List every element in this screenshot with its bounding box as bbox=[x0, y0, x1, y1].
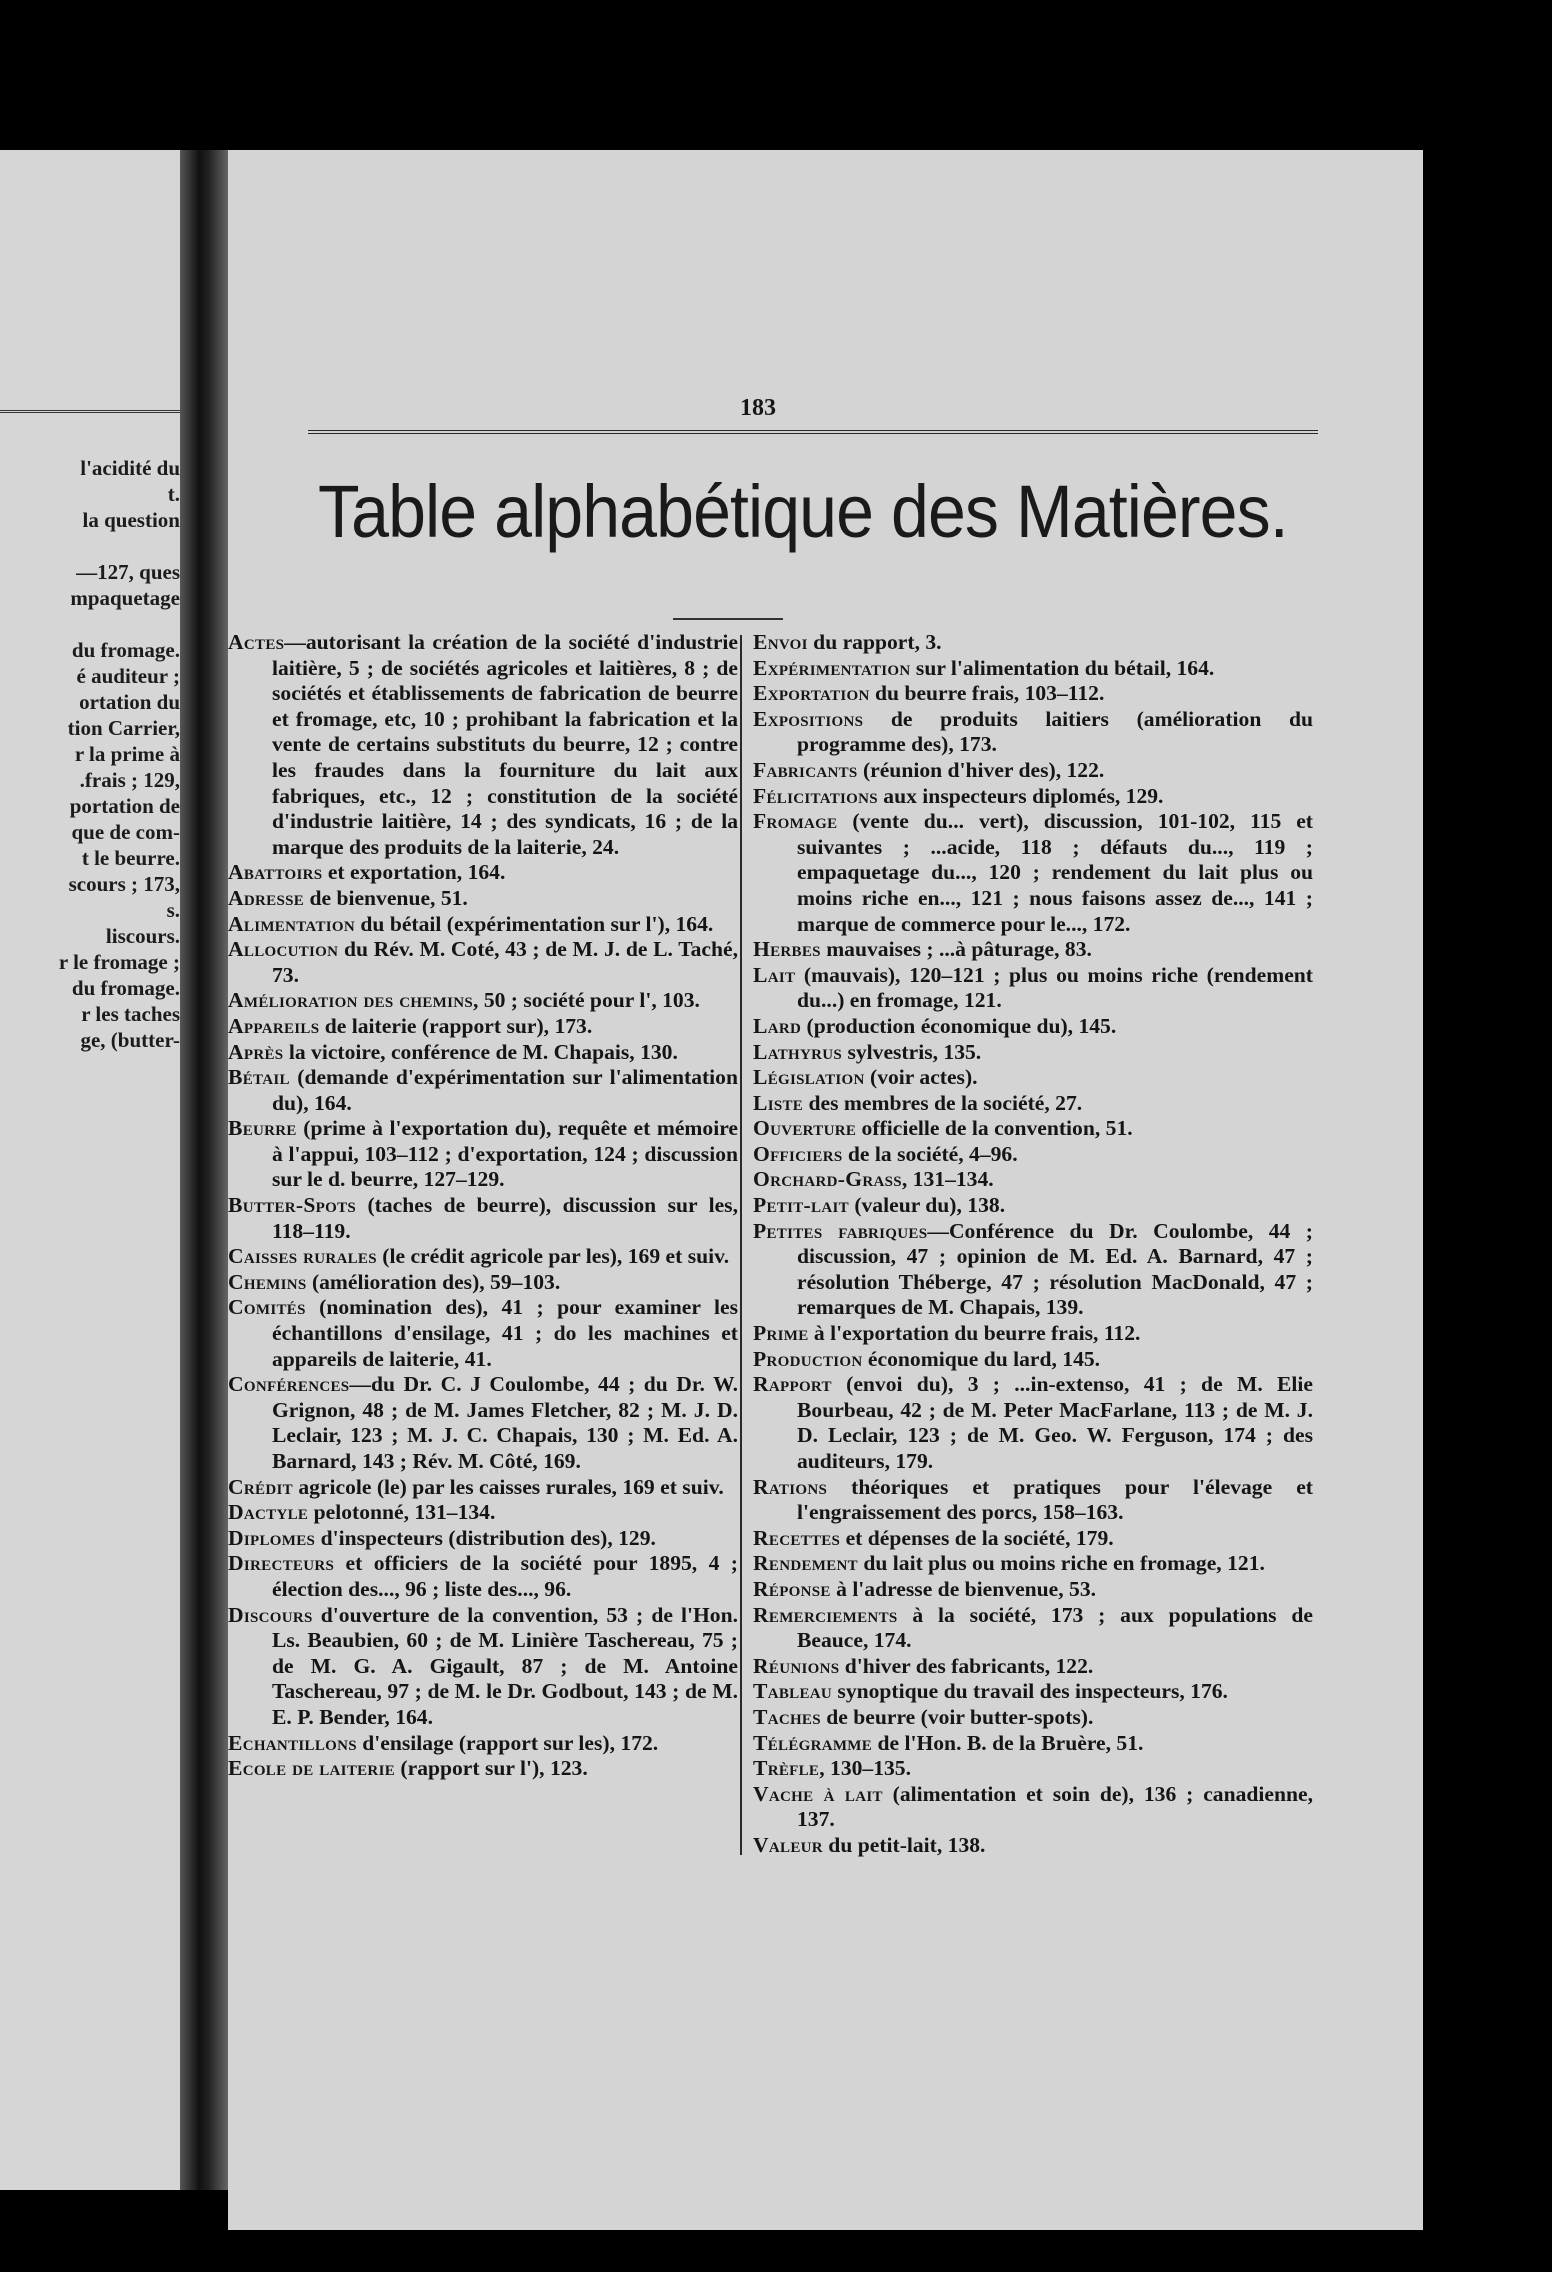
index-entry-heading: Lait bbox=[753, 962, 796, 987]
index-entry bbox=[753, 1603, 1313, 1654]
index-entry-heading: Tableau bbox=[753, 1679, 833, 1704]
page-number: 183 bbox=[740, 395, 776, 421]
index-entry-text: de produits laitiers (amélioration du programme des), 173. bbox=[797, 706, 1313, 757]
index-entry bbox=[753, 1475, 1313, 1526]
index-entry-text: —autorisant la création de la société d'industrie laitière, 5 ; de sociétés agricoles et laitières, 8 ; de sociétés et établissements de fabrication de beurre et fromage, etc, 10 ; prohibant la fabrication et la vente de certains substituts du beurre, 12 ; contre les fraudes dans la fourniture du lait aux fabriques, etc., 12 ; constitution de la société d'industrie laitière, 14 ; des syndicats, 16 ; de la marque des produits de la laiterie, 24. bbox=[272, 630, 738, 859]
index-entry-heading: Echantillons bbox=[228, 1730, 357, 1755]
left-page-line: t. bbox=[167, 482, 180, 506]
index-entry-heading: Recettes bbox=[753, 1525, 841, 1550]
index-entry-text: (production économique du), 145. bbox=[801, 1013, 1117, 1038]
index-entry-heading: Réponse bbox=[753, 1576, 831, 1601]
index-entry-heading: Crédit bbox=[228, 1474, 293, 1499]
index-entry-heading: Dactyle bbox=[228, 1500, 309, 1525]
index-entry bbox=[228, 1603, 738, 1731]
index-entry bbox=[753, 707, 1313, 758]
index-entry-heading: Ecole de laiterie bbox=[228, 1756, 396, 1781]
index-entry-heading: Expositions bbox=[753, 706, 864, 731]
index-entry-heading: Chemins bbox=[228, 1269, 307, 1294]
index-entry bbox=[228, 860, 738, 886]
index-entry-text: économique du lard, 145. bbox=[862, 1346, 1101, 1371]
index-entry-text: (rapport sur l'), 123. bbox=[395, 1756, 588, 1781]
index-entry bbox=[753, 784, 1313, 810]
index-entry bbox=[228, 1731, 738, 1757]
index-entry bbox=[753, 809, 1313, 937]
index-entry-heading: Trèfle bbox=[753, 1756, 820, 1781]
index-entry-text: —du Dr. C. J Coulombe, 44 ; du Dr. W. Grignon, 48 ; de M. James Fletcher, 82 ; M. J. D. Leclair, 123 ; M. J. C. Chapais, 130 ; M. Ed. A. Barnard, 143 ; Rév. M. Côté, 169. bbox=[272, 1372, 738, 1473]
index-entry bbox=[228, 1244, 738, 1270]
left-page-line: .frais ; 129, bbox=[79, 768, 180, 792]
index-entry-text: (réunion d'hiver des), 122. bbox=[857, 757, 1105, 782]
index-entry-text: (vente du... vert), discussion, 101-102, 115 et suivantes ; ...acide, 118 ; défauts du..., 119 ; empaquetage du..., 120 ; rendement du lait plus ou moins riche en..., 121 ; nous faisons assez de..., 141 ; marque de commerce pour le..., 172. bbox=[797, 809, 1313, 936]
index-entry-heading: Discours bbox=[228, 1602, 313, 1627]
left-page-line: la question bbox=[82, 508, 180, 532]
index-entry-heading: Abattoirs bbox=[228, 860, 323, 885]
index-entry bbox=[753, 1014, 1313, 1040]
index-entry bbox=[228, 1193, 738, 1244]
index-entry-text: et dépenses de la société, 179. bbox=[840, 1525, 1114, 1550]
index-entry-heading: Allocution bbox=[228, 937, 339, 962]
index-entry-text: d'hiver des fabricants, 122. bbox=[839, 1653, 1094, 1678]
index-entry-heading: Petit-lait bbox=[753, 1193, 849, 1218]
index-entry-heading: Officiers bbox=[753, 1141, 843, 1166]
left-page-line: r les taches bbox=[81, 1002, 180, 1026]
index-entry bbox=[753, 1577, 1313, 1603]
index-entry-heading: Taches bbox=[753, 1704, 821, 1729]
left-page-line: é auditeur ; bbox=[76, 664, 180, 688]
index-entry-heading: Après bbox=[228, 1039, 284, 1064]
index-entry bbox=[228, 630, 738, 860]
left-page-line: ortation du bbox=[79, 690, 180, 714]
index-entry bbox=[753, 1142, 1313, 1168]
index-entry bbox=[228, 1065, 738, 1116]
index-entry-heading: Valeur bbox=[753, 1832, 823, 1857]
index-entry-heading: Amélioration des chemins bbox=[228, 988, 474, 1013]
index-entry-heading: Télégramme bbox=[753, 1730, 873, 1755]
index-entry-text: , 131–134. bbox=[901, 1167, 994, 1192]
left-page-line: r la prime à bbox=[74, 742, 180, 766]
column-divider bbox=[740, 635, 742, 1855]
left-page-line: mpaquetage bbox=[70, 586, 180, 610]
index-entry-text: , 50 ; société pour l', 103. bbox=[473, 988, 700, 1013]
index-entry-text: —Conférence du Dr. Coulombe, 44 ; discussion, 47 ; opinion de M. Ed. A. Barnard, 47 ; résolution Théberge, 47 ; résolution MacDonald, 47 ; remarques de M. Chapais, 139. bbox=[797, 1218, 1313, 1320]
left-page-line: ge, (butter- bbox=[80, 1028, 180, 1052]
left-page-line: du fromage. bbox=[71, 976, 180, 1000]
index-entry-heading: Directeurs bbox=[228, 1551, 335, 1576]
left-page-line: portation de bbox=[69, 794, 180, 818]
index-entry-text: (valeur du), 138. bbox=[848, 1193, 1006, 1218]
index-entry-heading: Petites fabriques bbox=[753, 1218, 928, 1243]
index-entry-heading: Félicitations bbox=[753, 783, 878, 808]
index-entry bbox=[753, 630, 1313, 656]
index-entry-text: agricole (le) par les caisses rurales, 169 et suiv. bbox=[292, 1474, 724, 1499]
left-page-line: t le beurre. bbox=[81, 846, 180, 870]
index-entry-heading: Adresse bbox=[228, 885, 305, 910]
index-entry-heading: Ouverture bbox=[753, 1116, 857, 1141]
index-entry-text: (taches de beurre), discussion sur les, 118–119. bbox=[272, 1193, 738, 1243]
index-entry bbox=[228, 988, 738, 1014]
index-entry bbox=[753, 1116, 1313, 1142]
header-rule bbox=[308, 430, 1318, 434]
index-entry-text: d'inspecteurs (distribution des), 129. bbox=[315, 1525, 656, 1550]
index-entry-text: de beurre (voir butter-spots). bbox=[820, 1704, 1094, 1729]
index-entry-text: de la société, 4–96. bbox=[842, 1141, 1018, 1166]
index-entry-heading: Lard bbox=[753, 1013, 802, 1038]
index-entry-heading: Production bbox=[753, 1346, 863, 1371]
left-page-line: r le fromage ; bbox=[58, 950, 180, 974]
index-entry-heading: Actes bbox=[228, 630, 285, 654]
index-entry-heading: Rendement bbox=[753, 1551, 858, 1576]
index-entry bbox=[753, 1372, 1313, 1474]
book-gutter bbox=[180, 150, 228, 2190]
index-entry-heading: Appareils bbox=[228, 1013, 320, 1038]
index-entry-text: du beurre frais, 103–112. bbox=[869, 681, 1105, 706]
index-entry-text: du Rév. M. Coté, 43 ; de M. J. de L. Taché, 73. bbox=[272, 937, 738, 987]
index-entry bbox=[228, 912, 738, 938]
index-entry-heading: Fromage bbox=[753, 809, 838, 834]
index-entry-text: théoriques et pratiques pour l'élevage et l'engraissement des porcs, 158–163. bbox=[797, 1474, 1313, 1525]
index-entry-heading: Rapport bbox=[753, 1372, 832, 1397]
index-entry-heading: Alimentation bbox=[228, 911, 355, 936]
index-entry-heading: Exportation bbox=[753, 681, 870, 706]
index-entry-text: synoptique du travail des inspecteurs, 176. bbox=[832, 1679, 1228, 1704]
index-entry bbox=[753, 1219, 1313, 1321]
index-entry-heading: Caisses rurales bbox=[228, 1244, 377, 1269]
index-entry bbox=[228, 1551, 738, 1602]
index-entry bbox=[753, 1167, 1313, 1193]
index-entry-text: (alimentation et soin de), 136 ; canadienne, 137. bbox=[797, 1781, 1313, 1832]
index-entry-text: du rapport, 3. bbox=[807, 630, 942, 654]
index-entry-heading: Expérimentation bbox=[753, 655, 911, 680]
index-entry-heading: Beurre bbox=[228, 1116, 297, 1141]
index-entry-text: aux inspecteurs diplomés, 129. bbox=[877, 783, 1164, 808]
index-entry-text: à l'adresse de bienvenue, 53. bbox=[830, 1576, 1097, 1601]
index-entry bbox=[753, 758, 1313, 784]
index-entry bbox=[753, 963, 1313, 1014]
index-column-left bbox=[228, 630, 738, 1782]
left-page-line: que de com- bbox=[71, 820, 180, 844]
index-entry bbox=[753, 681, 1313, 707]
index-entry bbox=[228, 1756, 738, 1782]
index-entry-heading: Herbes bbox=[753, 937, 821, 962]
page-title: Table alphabétique des Matières. bbox=[318, 470, 1288, 553]
index-entry bbox=[228, 1475, 738, 1501]
index-entry bbox=[753, 1193, 1313, 1219]
index-entry-heading: Diplomes bbox=[228, 1525, 316, 1550]
left-page-line: du fromage. bbox=[71, 638, 180, 662]
index-entry-heading: Remerciements bbox=[753, 1602, 898, 1627]
index-entry bbox=[753, 1526, 1313, 1552]
index-entry bbox=[753, 1065, 1313, 1091]
index-entry-text: pelotonné, 131–134. bbox=[308, 1500, 496, 1525]
index-entry-text: de l'Hon. B. de la Bruère, 51. bbox=[872, 1730, 1144, 1755]
index-entry-text: (amélioration des), 59–103. bbox=[306, 1269, 561, 1294]
index-entry bbox=[753, 1705, 1313, 1731]
left-page-rule bbox=[0, 410, 180, 413]
index-entry-text: et exportation, 164. bbox=[322, 860, 506, 885]
index-entry bbox=[753, 1551, 1313, 1577]
index-entry bbox=[753, 937, 1313, 963]
index-entry bbox=[753, 1347, 1313, 1373]
index-entry bbox=[228, 937, 738, 988]
index-entry-text: (prime à l'exportation du), requête et mémoire à l'appui, 103–112 ; d'exportation, 124 ; discussion sur le d. beurre, 127–129. bbox=[272, 1116, 738, 1192]
index-entry-text: d'ensilage (rapport sur les), 172. bbox=[356, 1730, 659, 1755]
index-entry-heading: Butter-Spots bbox=[228, 1193, 357, 1218]
left-page-line: scours ; 173, bbox=[68, 872, 180, 896]
index-entry bbox=[228, 1270, 738, 1296]
title-rule bbox=[673, 618, 783, 620]
left-page-line: liscours. bbox=[105, 924, 180, 948]
index-entry-text: à la société, 173 ; aux populations de Beauce, 174. bbox=[797, 1602, 1313, 1653]
index-entry bbox=[228, 1040, 738, 1066]
left-page-text bbox=[0, 455, 180, 1053]
index-entry bbox=[228, 1372, 738, 1474]
index-entry-text: , 130–135. bbox=[819, 1756, 911, 1781]
left-page bbox=[0, 150, 180, 2190]
index-entry bbox=[753, 1731, 1313, 1757]
index-entry-heading: Comités bbox=[228, 1295, 306, 1320]
index-entry bbox=[228, 1526, 738, 1552]
index-entry-text: d'ouverture de la convention, 53 ; de l'Hon. Ls. Beaubien, 60 ; de M. Linière Taschereau, 75 ; de M. G. A. Gigault, 87 ; de M. Antoine Taschereau, 97 ; de M. le Dr. Godbout, 143 ; de M. E. P. Bender, 164. bbox=[272, 1602, 738, 1729]
index-entry bbox=[753, 656, 1313, 682]
index-entry-text: et officiers de la société pour 1895, 4 ; élection des..., 96 ; liste des..., 96. bbox=[272, 1551, 738, 1601]
index-entry-heading: Lathyrus bbox=[753, 1039, 843, 1064]
index-entry bbox=[228, 886, 738, 912]
index-entry-text: du petit-lait, 138. bbox=[822, 1832, 986, 1857]
index-entry bbox=[753, 1782, 1313, 1833]
index-entry-heading: Liste bbox=[753, 1090, 804, 1115]
index-entry-text: du bétail (expérimentation sur l'), 164. bbox=[355, 911, 714, 936]
index-entry bbox=[228, 1014, 738, 1040]
left-page-line: l'acidité du bbox=[80, 456, 180, 480]
index-entry bbox=[228, 1500, 738, 1526]
left-page-line: s. bbox=[166, 898, 180, 922]
index-entry bbox=[753, 1833, 1313, 1859]
left-page-line: tion Carrier, bbox=[67, 716, 180, 740]
left-page-line: —127, ques bbox=[76, 560, 180, 584]
index-entry-text: de bienvenue, 51. bbox=[304, 885, 468, 910]
index-entry-heading: Bétail bbox=[228, 1065, 290, 1090]
index-entry-text: (envoi du), 3 ; ...in-extenso, 41 ; de M. Elie Bourbeau, 42 ; de M. Peter MacFarlane, 113 ; de M. J. D. Leclair, 123 ; de M. Geo. W. Ferguson, 174 ; des auditeurs, 179. bbox=[797, 1372, 1313, 1473]
index-entry-heading: Envoi bbox=[753, 630, 808, 654]
index-entry-heading: Rations bbox=[753, 1474, 828, 1499]
index-entry-heading: Fabricants bbox=[753, 757, 858, 782]
index-entry-heading: Réunions bbox=[753, 1653, 840, 1678]
index-entry-text: (mauvais), 120–121 ; plus ou moins riche (rendement du...) en fromage, 121. bbox=[795, 962, 1313, 1013]
index-column-right bbox=[753, 630, 1313, 1859]
index-entry-heading: Orchard-Grass bbox=[753, 1167, 902, 1192]
index-entry-text: (demande d'expérimentation sur l'alimentation du), 164. bbox=[272, 1065, 738, 1115]
index-entry bbox=[753, 1756, 1313, 1782]
index-entry-heading: Conférences bbox=[228, 1372, 350, 1397]
index-entry-text: du lait plus ou moins riche en fromage, 121. bbox=[857, 1551, 1265, 1576]
index-entry-text: (voir actes). bbox=[864, 1065, 978, 1090]
index-entry bbox=[753, 1679, 1313, 1705]
index-entry-text: sylvestris, 135. bbox=[842, 1039, 982, 1064]
index-entry-text: (le crédit agricole par les), 169 et suiv. bbox=[376, 1244, 730, 1269]
index-entry-text: (nomination des), 41 ; pour examiner les échantillons d'ensilage, 41 ; do les machines et appareils de laiterie, 41. bbox=[272, 1295, 738, 1371]
index-entry bbox=[753, 1091, 1313, 1117]
index-entry-text: sur l'alimentation du bétail, 164. bbox=[910, 655, 1215, 680]
index-entry-text: de laiterie (rapport sur), 173. bbox=[319, 1013, 593, 1038]
index-entry-text: mauvaises ; ...à pâturage, 83. bbox=[820, 937, 1092, 962]
index-entry-text: officielle de la convention, 51. bbox=[856, 1116, 1133, 1141]
index-entry-text: la victoire, conférence de M. Chapais, 130. bbox=[283, 1039, 678, 1064]
index-entry-heading: Législation bbox=[753, 1065, 865, 1090]
index-entry bbox=[228, 1116, 738, 1193]
index-entry-heading: Vache à lait bbox=[753, 1781, 883, 1806]
index-entry-text: des membres de la société, 27. bbox=[803, 1090, 1083, 1115]
index-entry bbox=[228, 1295, 738, 1372]
left-page-line bbox=[0, 533, 180, 559]
index-entry bbox=[753, 1321, 1313, 1347]
index-entry bbox=[753, 1654, 1313, 1680]
right-page bbox=[228, 150, 1423, 2230]
index-entry bbox=[753, 1040, 1313, 1066]
left-page-line bbox=[0, 611, 180, 637]
index-entry-text: à l'exportation du beurre frais, 112. bbox=[808, 1321, 1141, 1346]
index-entry-heading: Prime bbox=[753, 1321, 809, 1346]
